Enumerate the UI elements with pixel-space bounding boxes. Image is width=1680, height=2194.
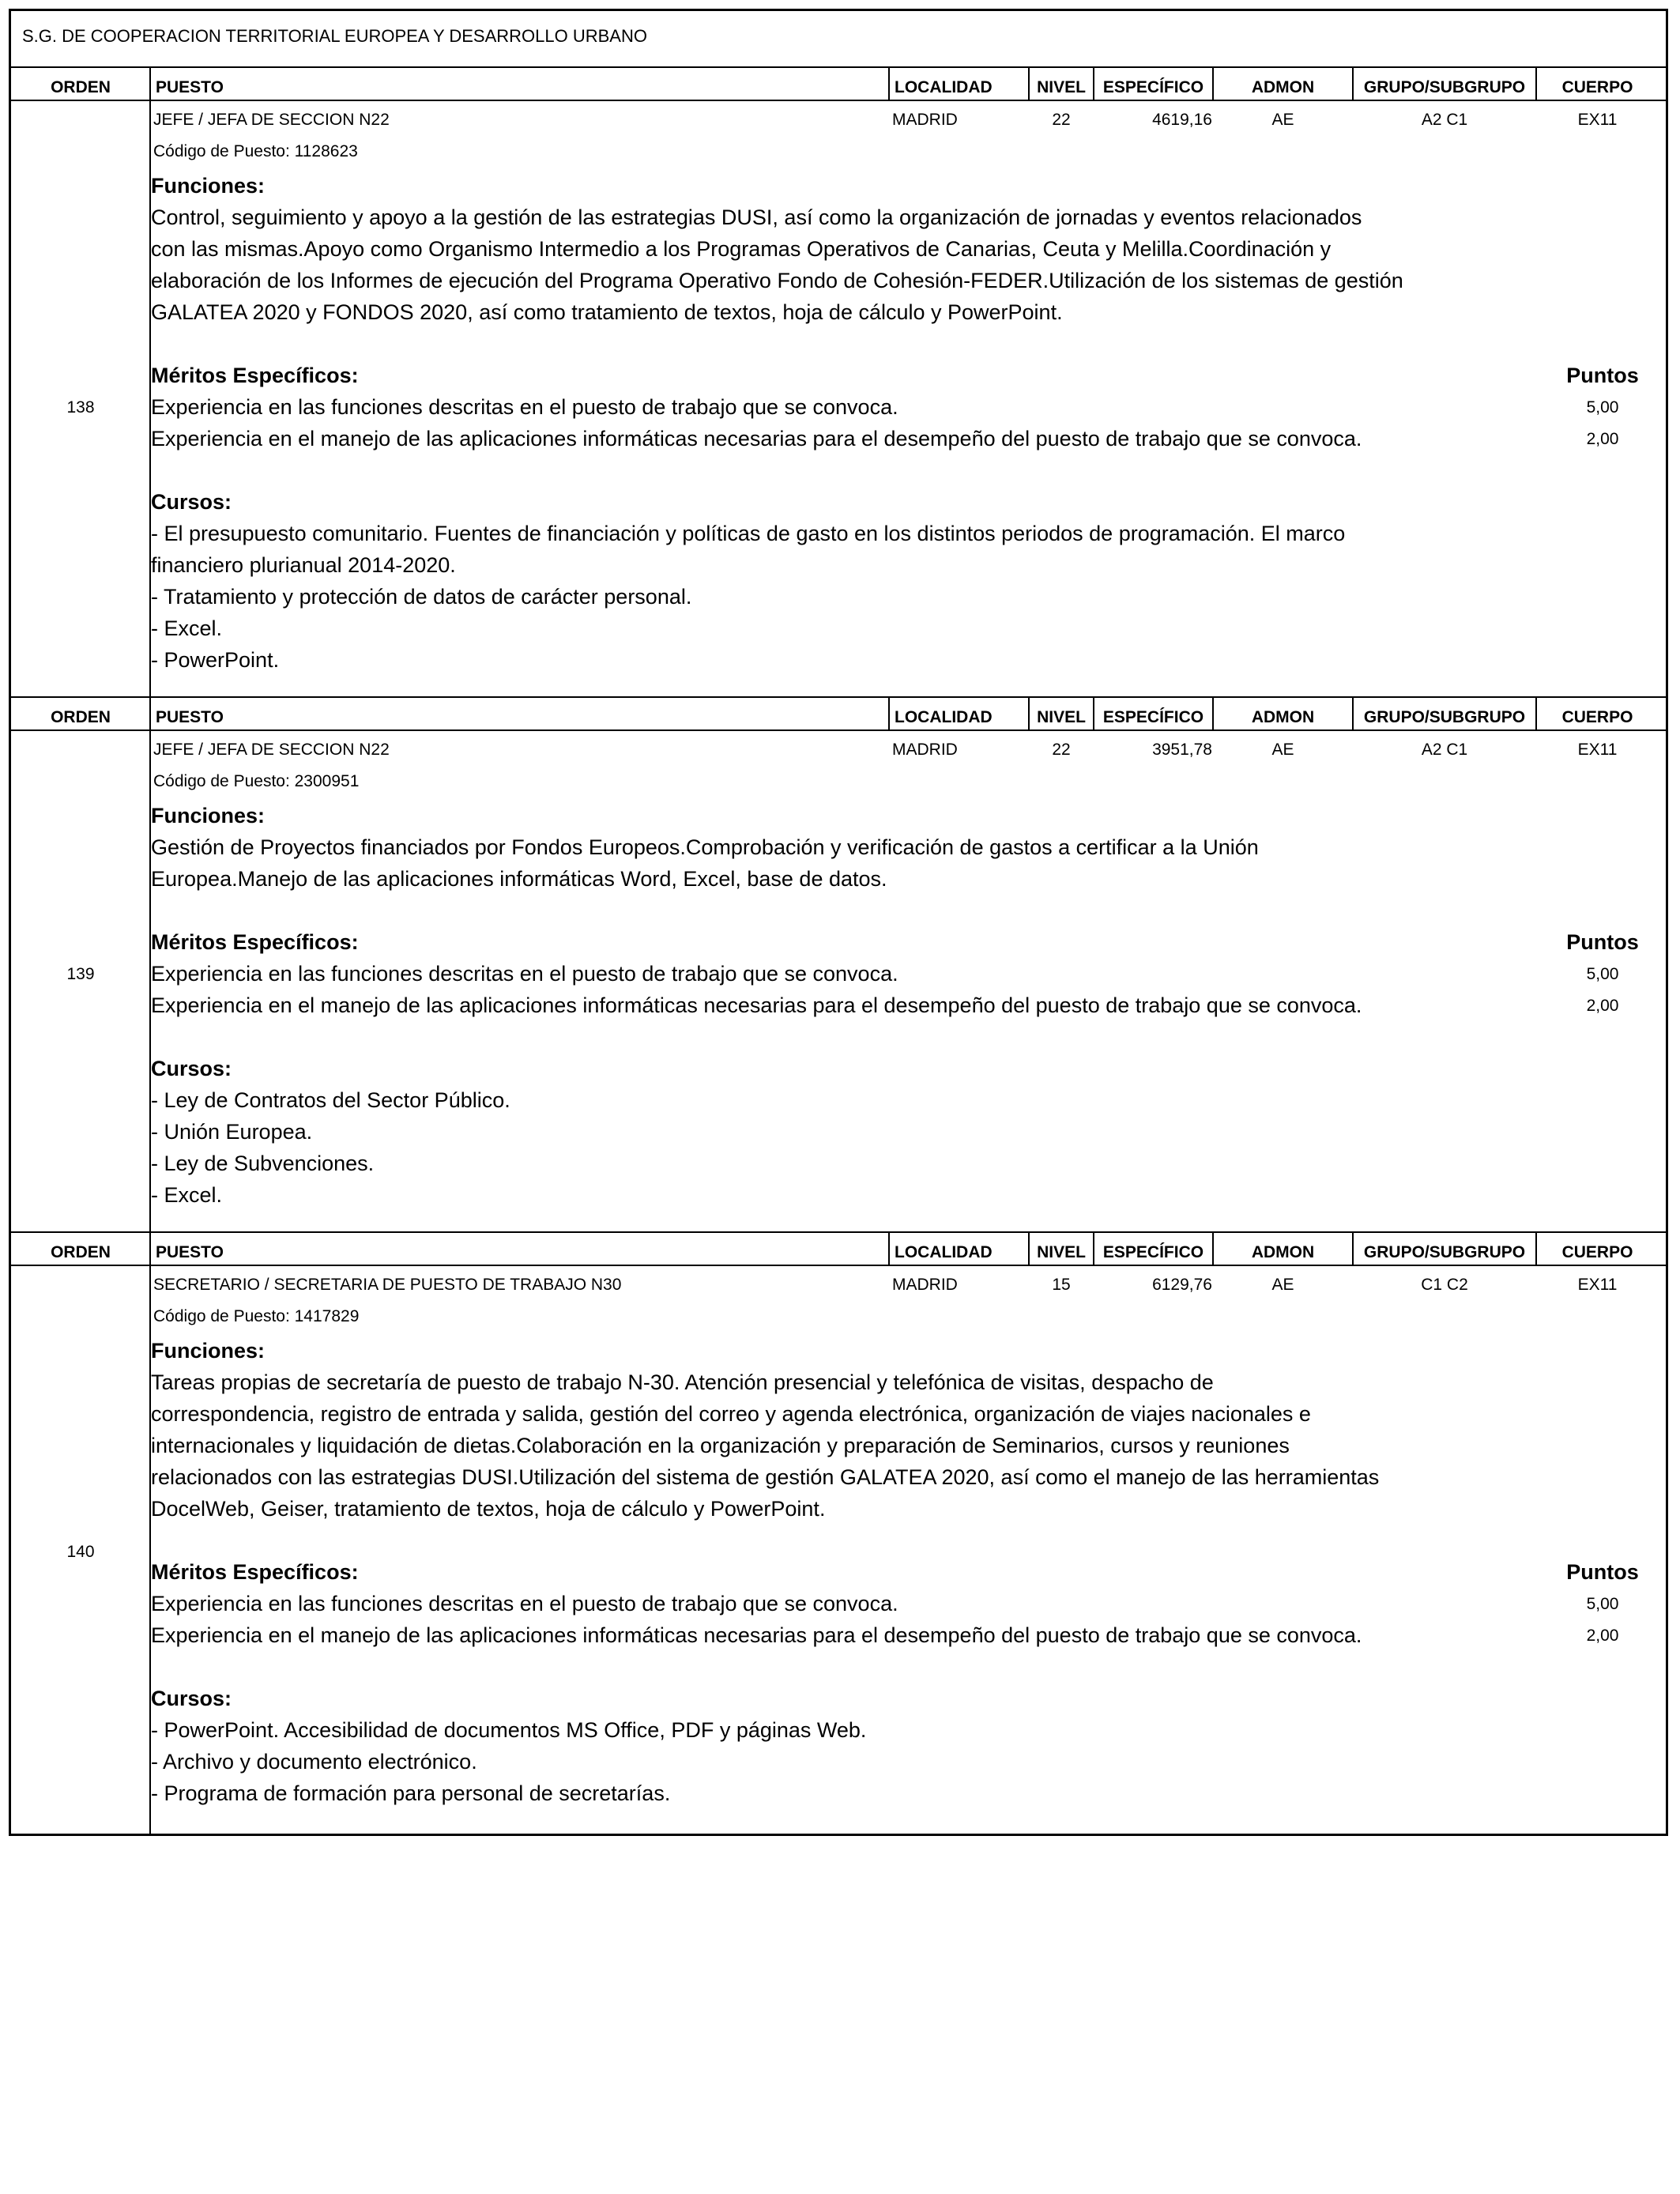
localidad: MADRID — [892, 1276, 958, 1294]
localidad: MADRID — [892, 741, 958, 759]
puntos-heading: Puntos — [1566, 930, 1639, 954]
header-orden: ORDEN — [51, 708, 111, 726]
header-admon: ADMON — [1251, 708, 1315, 726]
header-localidad: LOCALIDAD — [895, 708, 993, 726]
meritos-heading: Méritos Específicos: — [151, 364, 359, 387]
nivel: 22 — [1052, 111, 1071, 129]
orden-number: 138 — [66, 398, 95, 417]
funciones-heading: Funciones: — [151, 804, 266, 827]
header-column-divider — [1028, 698, 1030, 731]
funciones-line: correspondencia, registro de entrada y salida, gestión del correo y agenda electrónica, organización de viajes nacionales e — [151, 1402, 1311, 1426]
header-orden: ORDEN — [51, 1243, 111, 1261]
header-column-divider — [888, 68, 890, 101]
table-header-row — [11, 1233, 1666, 1266]
puntos-heading: Puntos — [1566, 1560, 1639, 1584]
funciones-line: con las mismas.Apoyo como Organismo Intermedio a los Programas Operativos de Canarias, Ceuta y Melilla.Coordinación y — [151, 237, 1332, 261]
meritos-heading: Méritos Específicos: — [151, 1560, 359, 1584]
funciones-line: DocelWeb, Geiser, tratamiento de textos, hoja de cálculo y PowerPoint. — [151, 1497, 826, 1521]
codigo-puesto: Código de Puesto: 1128623 — [153, 142, 358, 160]
header-column-divider — [1028, 1233, 1030, 1266]
nivel: 22 — [1052, 741, 1071, 759]
header-column-divider — [1352, 698, 1354, 731]
curso-line: - Programa de formación para personal de secretarías. — [151, 1781, 671, 1805]
puesto-name: JEFE / JEFA DE SECCION N22 — [153, 111, 390, 129]
curso-line: - Ley de Subvenciones. — [151, 1152, 375, 1175]
header-column-divider — [1212, 1233, 1214, 1266]
merito-line: Experiencia en el manejo de las aplicaciones informáticas necesarias para el desempeño del puesto de trabajo que se convoca. — [151, 993, 1362, 1017]
position-entry — [11, 731, 1666, 1233]
header-nivel: NIVEL — [1037, 78, 1086, 96]
document-sheet — [9, 9, 1668, 1836]
grupo: A2 C1 — [1421, 111, 1468, 129]
orden-number: 139 — [66, 965, 95, 983]
grupo: C1 C2 — [1421, 1276, 1468, 1294]
header-nivel: NIVEL — [1037, 1243, 1086, 1261]
header-column-divider — [1535, 1233, 1537, 1266]
funciones-line: relacionados con las estrategias DUSI.Utilización del sistema de gestión GALATEA 2020, así como el manejo de las herramientas — [151, 1465, 1380, 1489]
cuerpo: EX11 — [1577, 741, 1618, 759]
header-column-divider — [1535, 68, 1537, 101]
header-column-divider — [1352, 68, 1354, 101]
codigo-puesto: Código de Puesto: 1417829 — [153, 1307, 360, 1325]
funciones-line: elaboración de los Informes de ejecución del Programa Operativo Fondo de Cohesión-FEDER.Utilización de los sistemas de gestión — [151, 269, 1403, 292]
position-entry — [11, 1266, 1666, 1838]
curso-line: - Excel. — [151, 616, 223, 640]
header-grupo: GRUPO/SUBGRUPO — [1363, 1243, 1526, 1261]
funciones-line: Tareas propias de secretaría de puesto de trabajo N-30. Atención presencial y telefónica de visitas, despacho de — [151, 1370, 1214, 1394]
merito-puntos: 5,00 — [1586, 1595, 1619, 1613]
cuerpo: EX11 — [1577, 1276, 1618, 1294]
orden-number: 140 — [66, 1543, 95, 1561]
header-column-divider — [888, 698, 890, 731]
header-column-divider — [1093, 1233, 1094, 1266]
merito-line: Experiencia en el manejo de las aplicaciones informáticas necesarias para el desempeño del puesto de trabajo que se convoca. — [151, 1623, 1362, 1647]
curso-line: - Archivo y documento electrónico. — [151, 1750, 477, 1774]
merito-puntos: 2,00 — [1586, 430, 1619, 448]
header-cuerpo: CUERPO — [1561, 78, 1633, 96]
funciones-heading: Funciones: — [151, 1339, 266, 1363]
cursos-heading: Cursos: — [151, 1057, 232, 1080]
header-cuerpo: CUERPO — [1561, 708, 1633, 726]
curso-line: - PowerPoint. Accesibilidad de documentos MS Office, PDF y páginas Web. — [151, 1718, 867, 1742]
cuerpo: EX11 — [1577, 111, 1618, 129]
funciones-line: Control, seguimiento y apoyo a la gestión de las estrategias DUSI, así como la organización de jornadas y eventos relacionados — [151, 205, 1362, 229]
merito-line: Experiencia en las funciones descritas en el puesto de trabajo que se convoca. — [151, 962, 898, 986]
merito-line: Experiencia en las funciones descritas en el puesto de trabajo que se convoca. — [151, 1592, 898, 1615]
meritos-heading: Méritos Específicos: — [151, 930, 359, 954]
header-localidad: LOCALIDAD — [895, 1243, 993, 1261]
cursos-heading: Cursos: — [151, 1687, 232, 1710]
merito-puntos: 2,00 — [1586, 1627, 1619, 1645]
puntos-heading: Puntos — [1566, 364, 1639, 387]
especifico: 3951,78 — [1152, 741, 1212, 759]
header-admon: ADMON — [1251, 78, 1315, 96]
curso-line: - El presupuesto comunitario. Fuentes de financiación y políticas de gasto en los distintos periodos de programación. El marco — [151, 522, 1346, 545]
merito-line: Experiencia en el manejo de las aplicaciones informáticas necesarias para el desempeño del puesto de trabajo que se convoca. — [151, 427, 1362, 450]
admon: AE — [1271, 741, 1294, 759]
funciones-line: internacionales y liquidación de dietas.Colaboración en la organización y preparación de Seminarios, cursos y reuniones — [151, 1434, 1290, 1457]
funciones-line: GALATEA 2020 y FONDOS 2020, así como tratamiento de textos, hoja de cálculo y PowerPoint. — [151, 300, 1063, 324]
codigo-puesto: Código de Puesto: 2300951 — [153, 772, 360, 790]
merito-puntos: 5,00 — [1586, 398, 1619, 417]
header-especifico: ESPECÍFICO — [1102, 78, 1204, 96]
header-column-divider — [1535, 698, 1537, 731]
cursos-heading: Cursos: — [151, 490, 232, 514]
header-nivel: NIVEL — [1037, 708, 1086, 726]
header-column-divider — [1028, 68, 1030, 101]
header-grupo: GRUPO/SUBGRUPO — [1363, 708, 1526, 726]
puesto-name: SECRETARIO / SECRETARIA DE PUESTO DE TRABAJO N30 — [153, 1276, 622, 1294]
curso-line: - Excel. — [151, 1183, 223, 1207]
admon: AE — [1271, 1276, 1294, 1294]
header-orden: ORDEN — [51, 78, 111, 96]
table-header-row — [11, 68, 1666, 101]
localidad: MADRID — [892, 111, 958, 129]
header-column-divider — [1212, 698, 1214, 731]
header-puesto: PUESTO — [156, 708, 224, 726]
funciones-line: Gestión de Proyectos financiados por Fondos Europeos.Comprobación y verificación de gastos a certificar a la Unión — [151, 835, 1259, 859]
header-puesto: PUESTO — [156, 1243, 224, 1261]
curso-line: - Unión Europea. — [151, 1120, 313, 1144]
especifico: 4619,16 — [1152, 111, 1212, 129]
header-especifico: ESPECÍFICO — [1102, 1243, 1204, 1261]
curso-line: financiero plurianual 2014-2020. — [151, 553, 456, 577]
merito-puntos: 5,00 — [1586, 965, 1619, 983]
header-puesto: PUESTO — [156, 78, 224, 96]
curso-line: - Tratamiento y protección de datos de carácter personal. — [151, 585, 692, 609]
curso-line: - PowerPoint. — [151, 648, 280, 672]
header-column-divider — [1093, 68, 1094, 101]
header-column-divider — [1352, 1233, 1354, 1266]
position-entry — [11, 101, 1666, 698]
grupo: A2 C1 — [1421, 741, 1468, 759]
organization-title: S.G. DE COOPERACION TERRITORIAL EUROPEA Y DESARROLLO URBANO — [22, 26, 647, 46]
nivel: 15 — [1052, 1276, 1071, 1294]
funciones-line: Europea.Manejo de las aplicaciones informáticas Word, Excel, base de datos. — [151, 867, 887, 891]
header-column-divider — [1093, 698, 1094, 731]
header-column-divider — [888, 1233, 890, 1266]
curso-line: - Ley de Contratos del Sector Público. — [151, 1088, 510, 1112]
header-localidad: LOCALIDAD — [895, 78, 993, 96]
puesto-name: JEFE / JEFA DE SECCION N22 — [153, 741, 390, 759]
funciones-heading: Funciones: — [151, 174, 266, 198]
header-admon: ADMON — [1251, 1243, 1315, 1261]
header-column-divider — [1212, 68, 1214, 101]
especifico: 6129,76 — [1152, 1276, 1212, 1294]
admon: AE — [1271, 111, 1294, 129]
header-cuerpo: CUERPO — [1561, 1243, 1633, 1261]
header-grupo: GRUPO/SUBGRUPO — [1363, 78, 1526, 96]
merito-line: Experiencia en las funciones descritas en el puesto de trabajo que se convoca. — [151, 395, 898, 419]
table-header-row — [11, 698, 1666, 731]
merito-puntos: 2,00 — [1586, 997, 1619, 1015]
header-especifico: ESPECÍFICO — [1102, 708, 1204, 726]
